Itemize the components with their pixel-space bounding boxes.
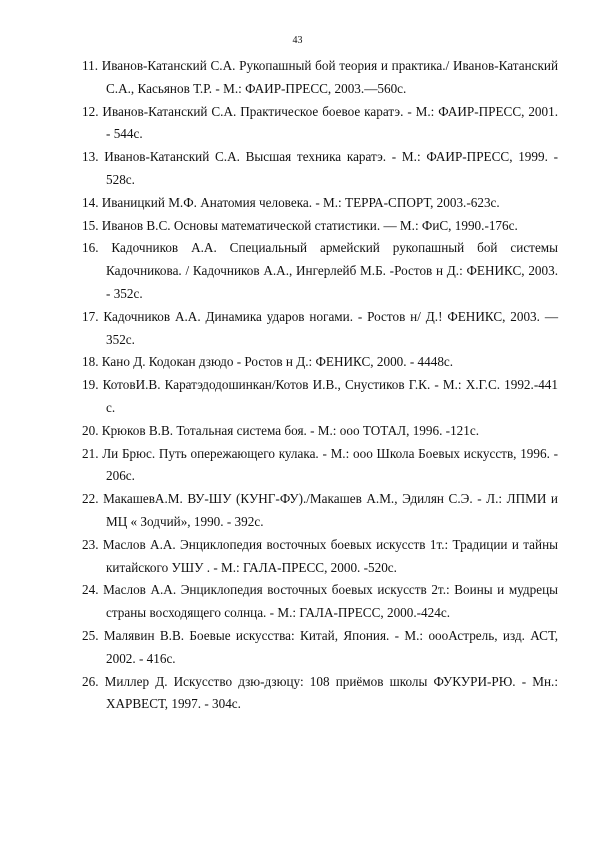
reference-text: Иванов-Катанский С.А. Рукопашный бой теория и практика./ Иванов-Катанский С.А., Касьянов Т.Р. - М.: ФАИР-ПРЕСС, 2003.—560с. bbox=[101, 58, 559, 96]
reference-text: Миллер Д. Искусство дзю-дзюцу: 108 приёмов школы ФУКУРИ-РЮ. - Мн.: ХАРВЕСТ, 1997. - 304с. bbox=[104, 673, 559, 712]
reference-item bbox=[82, 534, 558, 580]
reference-text: Крюков В.В. Тотальная система боя. - М.: ооо ТОТАЛ, 1996. -121с. bbox=[101, 422, 480, 438]
reference-text: Иванов-Катанский С.А. Практическое боевое каратэ. - М.: ФАИР-ПРЕСС, 2001. - 544с. bbox=[102, 103, 559, 142]
reference-list bbox=[82, 55, 558, 716]
reference-item bbox=[82, 374, 558, 420]
reference-number: 26. bbox=[82, 673, 99, 689]
reference-item bbox=[82, 420, 558, 443]
reference-number: 17. bbox=[82, 308, 99, 324]
reference-number: 19. bbox=[82, 377, 99, 393]
page-number: 43 bbox=[292, 35, 303, 46]
reference-text: Ли Брюс. Путь опережающего кулака. - М.: ооо Школа Боевых искусств, 1996. - 206с. bbox=[102, 445, 559, 484]
reference-number: 15. bbox=[82, 217, 99, 233]
reference-number: 24. bbox=[82, 582, 99, 598]
reference-item bbox=[82, 55, 558, 101]
reference-item bbox=[82, 579, 558, 625]
reference-text: Кадочников А.А. Специальный армейский рукопашный бой системы Кадочникова. / Кадочников А.А., Ингерлейб М.Б. -Ростов н Д.: ФЕНИКС, 2003. - 352с. bbox=[106, 240, 558, 301]
reference-item bbox=[82, 101, 558, 147]
reference-item bbox=[82, 625, 558, 671]
reference-text: Маслов А.А. Энциклопедия восточных боевых искусств 2т.: Воины и мудрецы страны восходящего солнца. - М.: ГАЛА-ПРЕСС, 2000.-424с. bbox=[103, 582, 559, 621]
reference-text: МакашевА.М. ВУ-ШУ (КУНГ-ФУ)./Макашев А.М., Эдилян С.Э. - Л.: ЛПМИ и МЦ « Зодчий», 1990. - 392с. bbox=[103, 491, 558, 529]
reference-text: Кано Д. Кодокан дзюдо - Ростов н Д.: ФЕНИКС, 2000. - 4448с. bbox=[101, 354, 454, 370]
reference-item bbox=[82, 192, 558, 215]
reference-text: Маслов А.А. Энциклопедия восточных боевых искусств 1т.: Традиции и тайны китайского УШУ . - М.: ГАЛА-ПРЕСС, 2000. -520с. bbox=[102, 536, 559, 575]
reference-number: 23. bbox=[82, 536, 99, 552]
reference-number: 22. bbox=[82, 491, 99, 507]
reference-number: 11. bbox=[82, 58, 98, 73]
reference-item bbox=[82, 351, 558, 374]
reference-number: 14. bbox=[82, 194, 99, 210]
reference-number: 13. bbox=[82, 149, 99, 165]
reference-text: Кадочников А.А. Динамика ударов ногами. - Ростов н/ Д.! ФЕНИКС, 2003. —352с. bbox=[103, 308, 559, 347]
reference-text: КотовИ.В. Каратэдодошинкан/Котов И.В., Снустиков Г.К. - М.: Х.Г.С. 1992.-441 с. bbox=[102, 377, 558, 415]
reference-number: 25. bbox=[82, 627, 99, 643]
reference-item bbox=[82, 215, 558, 238]
reference-item bbox=[82, 237, 558, 305]
reference-text: Иваницкий М.Ф. Анатомия человека. - М.: ТЕРРА-СПОРТ, 2003.-623с. bbox=[101, 194, 500, 210]
reference-item bbox=[82, 488, 558, 534]
reference-text: Иванов В.С. Основы математической статистики. — М.: ФиС, 1990.-176с. bbox=[101, 217, 518, 233]
reference-number: 18. bbox=[82, 354, 99, 370]
reference-number: 21. bbox=[82, 445, 99, 461]
reference-text: Малявин В.В. Боевые искусства: Китай, Япония. - М.: оооАстрель, изд. АСТ, 2002. - 416с. bbox=[103, 627, 558, 666]
reference-number: 12. bbox=[82, 103, 99, 119]
reference-text: Иванов-Катанский С.А. Высшая техника каратэ. - М.: ФАИР-ПРЕСС, 1999. - 528с. bbox=[104, 149, 558, 187]
reference-item bbox=[82, 671, 558, 717]
reference-item bbox=[82, 146, 558, 192]
reference-item bbox=[82, 306, 558, 352]
reference-item bbox=[82, 443, 558, 489]
reference-number: 20. bbox=[82, 422, 99, 438]
reference-number: 16. bbox=[82, 240, 99, 256]
